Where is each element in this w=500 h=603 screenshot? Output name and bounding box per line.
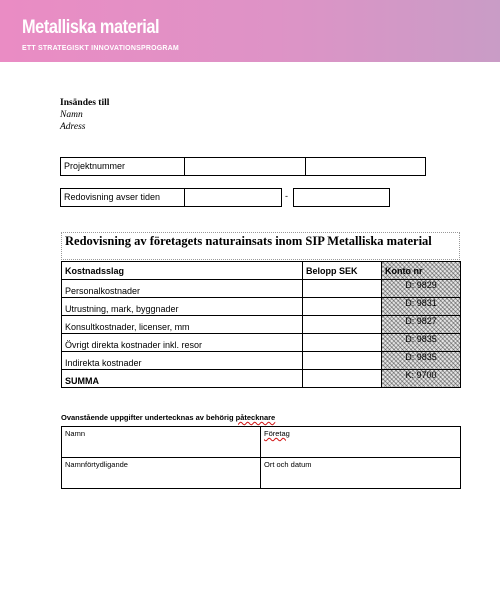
signature-row	[62, 458, 461, 489]
table-row	[62, 352, 461, 370]
send-to-heading: Insändes till	[60, 98, 110, 108]
signature-clarification-label: Namnförtydligande	[65, 460, 128, 469]
signature-heading-flagged-word: påtecknare	[235, 413, 276, 422]
column-header-account: Konto nr	[382, 262, 461, 280]
amount-input-cell[interactable]	[303, 280, 382, 298]
account-cell: D: 9827	[382, 316, 461, 334]
cost-type-cell: Konsultkostnader, licenser, mm	[62, 316, 303, 334]
amount-input-cell[interactable]	[303, 352, 382, 370]
project-number-label-cell	[60, 157, 185, 176]
header-banner	[0, 0, 500, 62]
account-cell: D: 9835	[382, 334, 461, 352]
total-label-cell: SUMMA	[62, 370, 303, 388]
column-header-cost-type: Kostnadsslag	[62, 262, 303, 280]
signature-heading	[61, 413, 275, 422]
period-label: Redovisning avser tiden	[64, 192, 161, 202]
cost-table-header	[62, 262, 461, 280]
cost-type-cell: Övrigt direkta kostnader inkl. resor	[62, 334, 303, 352]
signature-company-label: Företag	[264, 429, 290, 438]
signature-name-label: Namn	[65, 429, 86, 438]
account-cell: D: 9829	[382, 280, 461, 298]
cost-type-cell: Utrustning, mark, byggnader	[62, 298, 303, 316]
table-row	[62, 316, 461, 334]
cost-type-cell: Personalkostnader	[62, 280, 303, 298]
project-number-field-1[interactable]	[184, 157, 306, 176]
signature-heading-text: Ovanstående uppgifter undertecknas av behörig	[61, 413, 236, 422]
project-number-field-2[interactable]	[305, 157, 426, 176]
account-cell: D: 9835	[382, 352, 461, 370]
table-row	[62, 334, 461, 352]
period-label-cell	[60, 188, 185, 207]
address-address-line: Adress	[60, 122, 86, 132]
period-start-field[interactable]	[184, 188, 282, 207]
project-number-label: Projektnummer	[64, 161, 126, 171]
amount-input-cell[interactable]	[303, 334, 382, 352]
signature-place-date-field[interactable]	[261, 458, 461, 489]
signature-place-date-label: Ort och datum	[264, 460, 312, 469]
program-title: Metalliska material	[22, 17, 160, 38]
report-title-box	[61, 232, 460, 260]
table-row-total	[62, 370, 461, 388]
cost-table	[61, 261, 461, 388]
table-row	[62, 280, 461, 298]
account-cell: D: 9831	[382, 298, 461, 316]
total-amount-cell[interactable]	[303, 370, 382, 388]
account-cell: K: 9700	[382, 370, 461, 388]
signature-name-field[interactable]	[62, 427, 261, 458]
amount-input-cell[interactable]	[303, 298, 382, 316]
signature-row	[62, 427, 461, 458]
signature-clarification-field[interactable]	[62, 458, 261, 489]
column-header-amount: Belopp SEK	[303, 262, 382, 280]
table-row	[62, 298, 461, 316]
cost-type-cell: Indirekta kostnader	[62, 352, 303, 370]
address-name-line: Namn	[60, 110, 83, 120]
period-separator: -	[285, 191, 288, 201]
signature-table	[61, 426, 461, 489]
amount-input-cell[interactable]	[303, 316, 382, 334]
period-end-field[interactable]	[293, 188, 390, 207]
report-title: Redovisning av företagets naturainsats inom SIP Metalliska material	[65, 234, 432, 248]
program-subtitle: ETT STRATEGISKT INNOVATIONSPROGRAM	[22, 45, 179, 52]
signature-company-field[interactable]	[261, 427, 461, 458]
